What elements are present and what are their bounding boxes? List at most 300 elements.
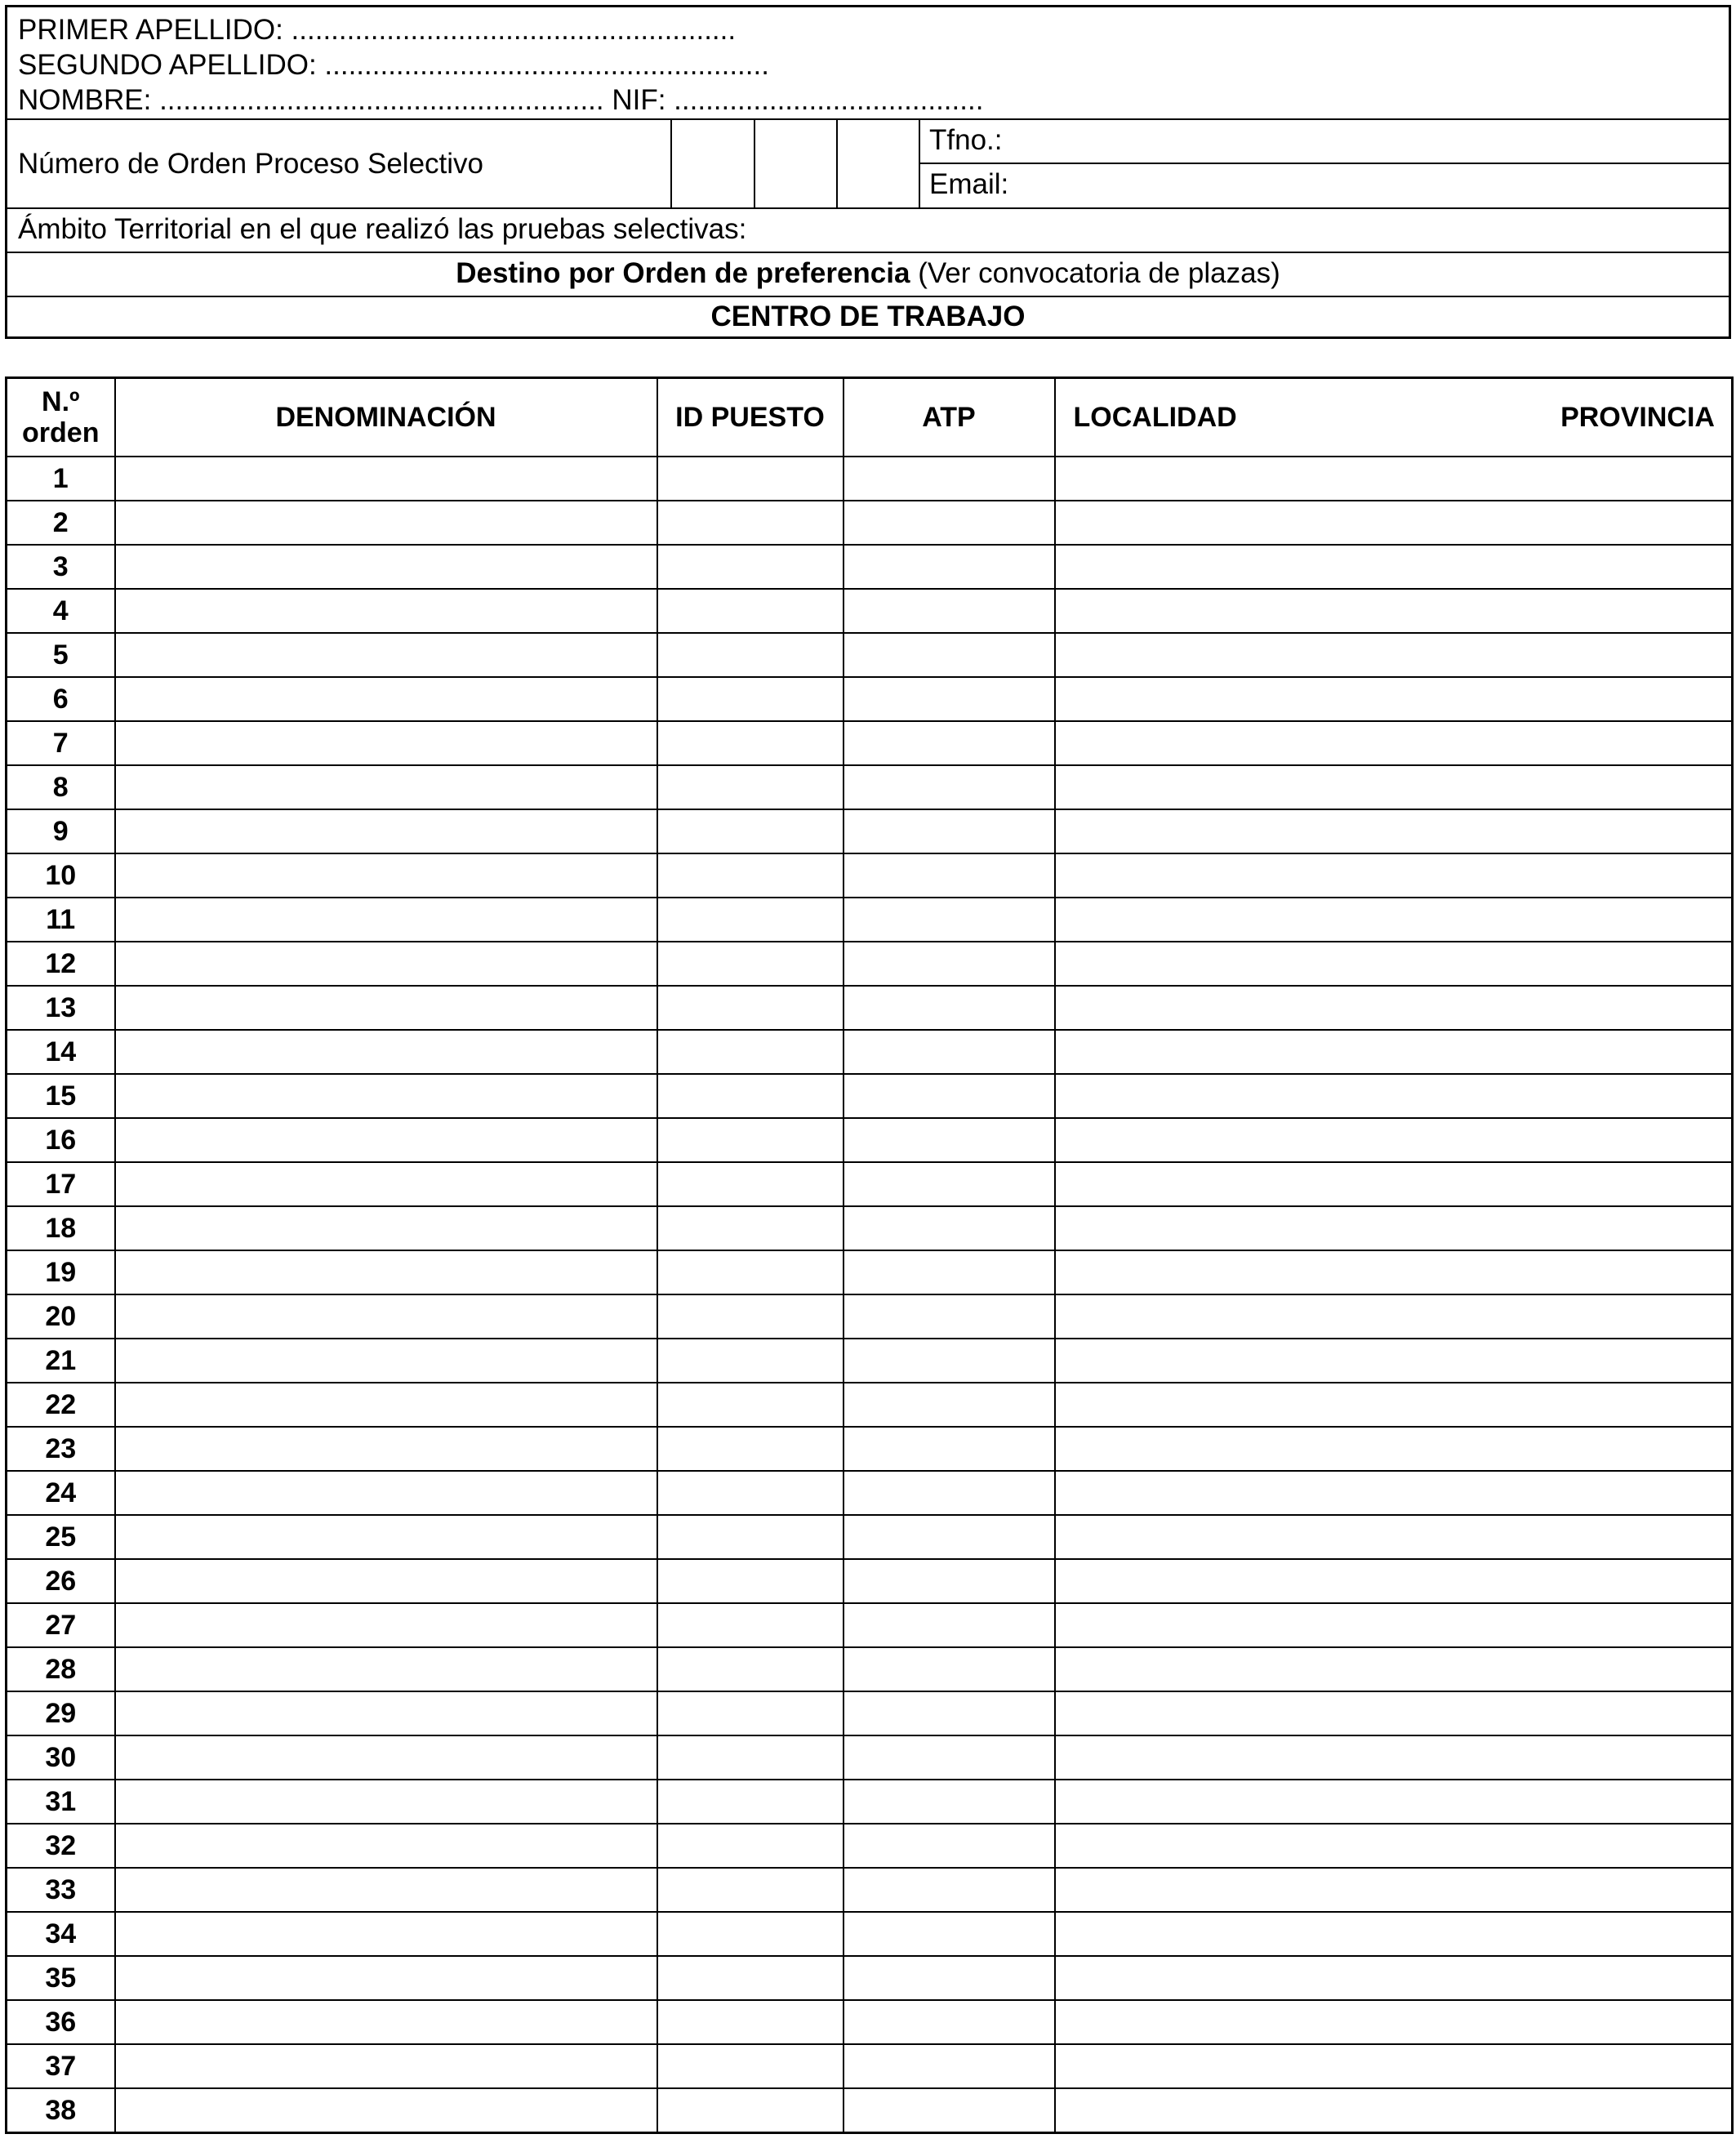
table-row	[7, 1074, 1733, 1118]
atp-cell[interactable]	[844, 545, 1055, 589]
denominacion-cell[interactable]	[115, 898, 657, 942]
provincia-cell[interactable]	[1520, 2088, 1733, 2133]
destino-heading-bold: Destino por Orden de preferencia	[456, 257, 910, 289]
table-row	[7, 1427, 1733, 1471]
applicant-info-form	[5, 5, 1731, 339]
denominacion-cell[interactable]	[115, 986, 657, 1030]
denominacion-cell[interactable]	[115, 1030, 657, 1074]
divider	[670, 119, 672, 207]
table-row	[7, 1294, 1733, 1339]
denominacion-cell[interactable]	[115, 1603, 657, 1647]
id-puesto-cell[interactable]	[657, 721, 844, 765]
provincia-cell[interactable]	[1520, 677, 1733, 721]
atp-cell[interactable]	[844, 942, 1055, 986]
id-puesto-cell[interactable]	[657, 1074, 844, 1118]
atp-cell[interactable]	[844, 2000, 1055, 2044]
provincia-cell[interactable]	[1520, 1250, 1733, 1294]
table-row	[7, 1030, 1733, 1074]
provincia-cell[interactable]	[1520, 2044, 1733, 2088]
provincia-cell[interactable]	[1520, 1030, 1733, 1074]
numero-orden-box-1[interactable]	[674, 122, 752, 207]
row-number: 28	[7, 1647, 115, 1691]
denominacion-cell[interactable]	[115, 457, 657, 501]
atp-cell[interactable]	[844, 1294, 1055, 1339]
denominacion-cell[interactable]	[115, 1383, 657, 1427]
id-puesto-cell[interactable]	[657, 1250, 844, 1294]
provincia-cell[interactable]	[1520, 898, 1733, 942]
localidad-cell[interactable]	[1055, 1559, 1520, 1603]
numero-orden-label: Número de Orden Proceso Selectivo	[18, 148, 483, 180]
orden-header-line1: N.º	[42, 386, 80, 417]
id-puesto-cell[interactable]	[657, 677, 844, 721]
atp-cell[interactable]	[844, 1868, 1055, 1912]
localidad-cell[interactable]	[1055, 1956, 1520, 2000]
row-number: 32	[7, 1824, 115, 1868]
divider	[754, 119, 755, 207]
id-puesto-cell[interactable]	[657, 501, 844, 545]
provincia-cell[interactable]	[1520, 1118, 1733, 1162]
atp-cell[interactable]	[844, 986, 1055, 1030]
id-puesto-cell[interactable]	[657, 1647, 844, 1691]
row-number: 8	[7, 765, 115, 809]
id-puesto-cell[interactable]	[657, 1206, 844, 1250]
localidad-cell[interactable]	[1055, 721, 1520, 765]
denominacion-cell[interactable]	[115, 1868, 657, 1912]
divider	[7, 207, 1729, 209]
localidad-cell[interactable]	[1055, 501, 1520, 545]
table-row	[7, 853, 1733, 898]
table-row	[7, 589, 1733, 633]
provincia-cell[interactable]	[1520, 1780, 1733, 1824]
column-header-id-puesto: ID PUESTO	[657, 378, 844, 457]
table-row	[7, 2044, 1733, 2088]
localidad-cell[interactable]	[1055, 2088, 1520, 2133]
row-number: 5	[7, 633, 115, 677]
id-puesto-cell[interactable]	[657, 1956, 844, 2000]
row-number: 29	[7, 1691, 115, 1735]
localidad-cell[interactable]	[1055, 1691, 1520, 1735]
provincia-cell[interactable]	[1520, 809, 1733, 853]
table-row	[7, 1735, 1733, 1780]
atp-cell[interactable]	[844, 1912, 1055, 1956]
table-row	[7, 1780, 1733, 1824]
orden-header-line2: orden	[22, 417, 100, 448]
localidad-cell[interactable]	[1055, 1074, 1520, 1118]
localidad-cell[interactable]	[1055, 1868, 1520, 1912]
localidad-cell[interactable]	[1055, 1383, 1520, 1427]
row-number: 37	[7, 2044, 115, 2088]
id-puesto-cell[interactable]	[657, 1559, 844, 1603]
localidad-cell[interactable]	[1055, 1206, 1520, 1250]
destino-heading-note: (Ver convocatoria de plazas)	[910, 257, 1280, 289]
denominacion-cell[interactable]	[115, 1471, 657, 1515]
id-puesto-cell[interactable]	[657, 809, 844, 853]
table-row	[7, 457, 1733, 501]
localidad-cell[interactable]	[1055, 589, 1520, 633]
localidad-cell[interactable]	[1055, 809, 1520, 853]
id-puesto-cell[interactable]	[657, 1824, 844, 1868]
divider	[7, 252, 1729, 253]
table-row	[7, 1559, 1733, 1603]
row-number: 4	[7, 589, 115, 633]
telefono-field[interactable]: Tfno.:	[929, 124, 1003, 156]
id-puesto-cell[interactable]	[657, 1030, 844, 1074]
preference-table	[5, 376, 1734, 2134]
provincia-cell[interactable]	[1520, 1868, 1733, 1912]
table-row	[7, 633, 1733, 677]
row-number: 9	[7, 809, 115, 853]
table-row	[7, 677, 1733, 721]
id-puesto-cell[interactable]	[657, 589, 844, 633]
numero-orden-box-3[interactable]	[839, 122, 917, 207]
denominacion-cell[interactable]	[115, 1824, 657, 1868]
id-puesto-cell[interactable]	[657, 986, 844, 1030]
row-number: 33	[7, 1868, 115, 1912]
provincia-cell[interactable]	[1520, 1691, 1733, 1735]
id-puesto-cell[interactable]	[657, 1162, 844, 1206]
table-row	[7, 545, 1733, 589]
denominacion-cell[interactable]	[115, 501, 657, 545]
table-row	[7, 2000, 1733, 2044]
table-row	[7, 1515, 1733, 1559]
row-number: 2	[7, 501, 115, 545]
row-number: 27	[7, 1603, 115, 1647]
provincia-cell[interactable]	[1520, 765, 1733, 809]
row-number: 31	[7, 1780, 115, 1824]
row-number: 26	[7, 1559, 115, 1603]
provincia-cell[interactable]	[1520, 1824, 1733, 1868]
row-number: 30	[7, 1735, 115, 1780]
table-row	[7, 1250, 1733, 1294]
row-number: 36	[7, 2000, 115, 2044]
id-puesto-cell[interactable]	[657, 545, 844, 589]
table-header-row	[7, 378, 1733, 457]
denominacion-cell[interactable]	[115, 1780, 657, 1824]
row-number: 6	[7, 677, 115, 721]
atp-cell[interactable]	[844, 1647, 1055, 1691]
id-puesto-cell[interactable]	[657, 1780, 844, 1824]
atp-cell[interactable]	[844, 2088, 1055, 2133]
id-puesto-cell[interactable]	[657, 853, 844, 898]
atp-cell[interactable]	[844, 853, 1055, 898]
localidad-cell[interactable]	[1055, 1515, 1520, 1559]
atp-cell[interactable]	[844, 1074, 1055, 1118]
row-number: 7	[7, 721, 115, 765]
atp-cell[interactable]	[844, 1162, 1055, 1206]
table-row	[7, 501, 1733, 545]
denominacion-cell[interactable]	[115, 2044, 657, 2088]
table-row	[7, 809, 1733, 853]
nombre-nif-field[interactable]: NOMBRE: ........................................................ NIF: .......................................	[18, 84, 984, 116]
localidad-cell[interactable]	[1055, 457, 1520, 501]
id-puesto-cell[interactable]	[657, 1471, 844, 1515]
localidad-cell[interactable]	[1055, 1339, 1520, 1383]
denominacion-cell[interactable]	[115, 1735, 657, 1780]
table-body	[7, 457, 1733, 2133]
denominacion-cell[interactable]	[115, 1162, 657, 1206]
provincia-cell[interactable]	[1520, 1735, 1733, 1780]
id-puesto-cell[interactable]	[657, 1427, 844, 1471]
atp-cell[interactable]	[844, 765, 1055, 809]
atp-cell[interactable]	[844, 898, 1055, 942]
localidad-cell[interactable]	[1055, 942, 1520, 986]
atp-cell[interactable]	[844, 1030, 1055, 1074]
primer-apellido-field[interactable]: PRIMER APELLIDO: ........................................................	[18, 14, 737, 46]
localidad-cell[interactable]	[1055, 2000, 1520, 2044]
id-puesto-cell[interactable]	[657, 942, 844, 986]
row-number: 12	[7, 942, 115, 986]
provincia-cell[interactable]	[1520, 589, 1733, 633]
localidad-cell[interactable]	[1055, 1824, 1520, 1868]
id-puesto-cell[interactable]	[657, 1118, 844, 1162]
provincia-cell[interactable]	[1520, 1559, 1733, 1603]
id-puesto-cell[interactable]	[657, 1912, 844, 1956]
provincia-cell[interactable]	[1520, 721, 1733, 765]
denominacion-cell[interactable]	[115, 809, 657, 853]
table-row	[7, 1956, 1733, 2000]
denominacion-cell[interactable]	[115, 765, 657, 809]
denominacion-cell[interactable]	[115, 1956, 657, 2000]
denominacion-cell[interactable]	[115, 677, 657, 721]
provincia-cell[interactable]	[1520, 1515, 1733, 1559]
row-number: 19	[7, 1250, 115, 1294]
id-puesto-cell[interactable]	[657, 1339, 844, 1383]
atp-cell[interactable]	[844, 1339, 1055, 1383]
id-puesto-cell[interactable]	[657, 457, 844, 501]
ambito-territorial-field[interactable]: Ámbito Territorial en el que realizó las pruebas selectivas:	[18, 213, 747, 245]
atp-cell[interactable]	[844, 1118, 1055, 1162]
denominacion-cell[interactable]	[115, 853, 657, 898]
destino-heading	[7, 257, 1729, 290]
denominacion-cell[interactable]	[115, 1250, 657, 1294]
provincia-cell[interactable]	[1520, 1956, 1733, 2000]
row-number: 1	[7, 457, 115, 501]
atp-cell[interactable]	[844, 1735, 1055, 1780]
provincia-cell[interactable]	[1520, 1074, 1733, 1118]
localidad-cell[interactable]	[1055, 1030, 1520, 1074]
column-header-orden	[7, 378, 115, 457]
table-row	[7, 1206, 1733, 1250]
atp-cell[interactable]	[844, 1603, 1055, 1647]
row-number: 17	[7, 1162, 115, 1206]
id-puesto-cell[interactable]	[657, 2000, 844, 2044]
denominacion-cell[interactable]	[115, 633, 657, 677]
id-puesto-cell[interactable]	[657, 1691, 844, 1735]
row-number: 38	[7, 2088, 115, 2133]
centro-trabajo-heading: CENTRO DE TRABAJO	[710, 301, 1026, 332]
column-header-denominacion: DENOMINACIÓN	[115, 378, 657, 457]
localidad-cell[interactable]	[1055, 1912, 1520, 1956]
atp-cell[interactable]	[844, 1250, 1055, 1294]
denominacion-cell[interactable]	[115, 2000, 657, 2044]
column-header-atp: ATP	[844, 378, 1055, 457]
denominacion-cell[interactable]	[115, 545, 657, 589]
row-number: 14	[7, 1030, 115, 1074]
atp-cell[interactable]	[844, 809, 1055, 853]
row-number: 34	[7, 1912, 115, 1956]
localidad-cell[interactable]	[1055, 1471, 1520, 1515]
id-puesto-cell[interactable]	[657, 1294, 844, 1339]
localidad-cell[interactable]	[1055, 898, 1520, 942]
id-puesto-cell[interactable]	[657, 2044, 844, 2088]
divider	[836, 119, 838, 207]
table-row	[7, 1383, 1733, 1427]
table-row	[7, 721, 1733, 765]
row-number: 24	[7, 1471, 115, 1515]
atp-cell[interactable]	[844, 1780, 1055, 1824]
provincia-cell[interactable]	[1520, 457, 1733, 501]
denominacion-cell[interactable]	[115, 721, 657, 765]
denominacion-cell[interactable]	[115, 1294, 657, 1339]
atp-cell[interactable]	[844, 501, 1055, 545]
id-puesto-cell[interactable]	[657, 1868, 844, 1912]
denominacion-cell[interactable]	[115, 942, 657, 986]
localidad-cell[interactable]	[1055, 1427, 1520, 1471]
table-row	[7, 1339, 1733, 1383]
localidad-cell[interactable]	[1055, 1118, 1520, 1162]
row-number: 3	[7, 545, 115, 589]
atp-cell[interactable]	[844, 1559, 1055, 1603]
provincia-cell[interactable]	[1520, 853, 1733, 898]
provincia-cell[interactable]	[1520, 986, 1733, 1030]
table-row	[7, 1118, 1733, 1162]
atp-cell[interactable]	[844, 589, 1055, 633]
denominacion-cell[interactable]	[115, 1074, 657, 1118]
table-row	[7, 1647, 1733, 1691]
denominacion-cell[interactable]	[115, 2088, 657, 2133]
table-row	[7, 1691, 1733, 1735]
id-puesto-cell[interactable]	[657, 765, 844, 809]
table-row	[7, 1868, 1733, 1912]
localidad-cell[interactable]	[1055, 1250, 1520, 1294]
denominacion-cell[interactable]	[115, 1427, 657, 1471]
id-puesto-cell[interactable]	[657, 1735, 844, 1780]
provincia-cell[interactable]	[1520, 1294, 1733, 1339]
row-number: 21	[7, 1339, 115, 1383]
atp-cell[interactable]	[844, 633, 1055, 677]
denominacion-cell[interactable]	[115, 1206, 657, 1250]
table-row	[7, 942, 1733, 986]
localidad-cell[interactable]	[1055, 1162, 1520, 1206]
email-field[interactable]: Email:	[929, 168, 1009, 200]
divider	[919, 163, 1729, 164]
localidad-cell[interactable]	[1055, 1294, 1520, 1339]
row-number: 10	[7, 853, 115, 898]
atp-cell[interactable]	[844, 1383, 1055, 1427]
table-row	[7, 1471, 1733, 1515]
id-puesto-cell[interactable]	[657, 2088, 844, 2133]
localidad-cell[interactable]	[1055, 1780, 1520, 1824]
provincia-cell[interactable]	[1520, 1603, 1733, 1647]
provincia-cell[interactable]	[1520, 1912, 1733, 1956]
localidad-cell[interactable]	[1055, 2044, 1520, 2088]
provincia-cell[interactable]	[1520, 2000, 1733, 2044]
provincia-cell[interactable]	[1520, 545, 1733, 589]
localidad-cell[interactable]	[1055, 1603, 1520, 1647]
localidad-cell[interactable]	[1055, 853, 1520, 898]
localidad-cell[interactable]	[1055, 1735, 1520, 1780]
localidad-cell[interactable]	[1055, 1647, 1520, 1691]
provincia-cell[interactable]	[1520, 1647, 1733, 1691]
atp-cell[interactable]	[844, 721, 1055, 765]
provincia-cell[interactable]	[1520, 1339, 1733, 1383]
atp-cell[interactable]	[844, 1515, 1055, 1559]
id-puesto-cell[interactable]	[657, 898, 844, 942]
table-row	[7, 1912, 1733, 1956]
divider	[7, 118, 1729, 120]
id-puesto-cell[interactable]	[657, 633, 844, 677]
atp-cell[interactable]	[844, 457, 1055, 501]
row-number: 20	[7, 1294, 115, 1339]
row-number: 15	[7, 1074, 115, 1118]
row-number: 18	[7, 1206, 115, 1250]
provincia-cell[interactable]	[1520, 1427, 1733, 1471]
provincia-cell[interactable]	[1520, 1383, 1733, 1427]
localidad-cell[interactable]	[1055, 677, 1520, 721]
denominacion-cell[interactable]	[115, 1118, 657, 1162]
provincia-cell[interactable]	[1520, 501, 1733, 545]
atp-cell[interactable]	[844, 1427, 1055, 1471]
provincia-cell[interactable]	[1520, 942, 1733, 986]
denominacion-cell[interactable]	[115, 1647, 657, 1691]
row-number: 25	[7, 1515, 115, 1559]
denominacion-cell[interactable]	[115, 1912, 657, 1956]
row-number: 35	[7, 1956, 115, 2000]
atp-cell[interactable]	[844, 1824, 1055, 1868]
atp-cell[interactable]	[844, 1691, 1055, 1735]
table-row	[7, 1603, 1733, 1647]
table-row	[7, 1824, 1733, 1868]
row-number: 23	[7, 1427, 115, 1471]
table-row	[7, 765, 1733, 809]
row-number: 16	[7, 1118, 115, 1162]
column-header-provincia: PROVINCIA	[1520, 378, 1733, 457]
denominacion-cell[interactable]	[115, 1559, 657, 1603]
atp-cell[interactable]	[844, 2044, 1055, 2088]
denominacion-cell[interactable]	[115, 1691, 657, 1735]
localidad-cell[interactable]	[1055, 986, 1520, 1030]
table-row	[7, 2088, 1733, 2133]
provincia-cell[interactable]	[1520, 633, 1733, 677]
atp-cell[interactable]	[844, 1471, 1055, 1515]
id-puesto-cell[interactable]	[657, 1515, 844, 1559]
denominacion-cell[interactable]	[115, 1515, 657, 1559]
id-puesto-cell[interactable]	[657, 1603, 844, 1647]
provincia-cell[interactable]	[1520, 1206, 1733, 1250]
table-row	[7, 1162, 1733, 1206]
localidad-cell[interactable]	[1055, 545, 1520, 589]
atp-cell[interactable]	[844, 1206, 1055, 1250]
provincia-cell[interactable]	[1520, 1471, 1733, 1515]
provincia-cell[interactable]	[1520, 1162, 1733, 1206]
denominacion-cell[interactable]	[115, 589, 657, 633]
atp-cell[interactable]	[844, 677, 1055, 721]
denominacion-cell[interactable]	[115, 1339, 657, 1383]
row-number: 11	[7, 898, 115, 942]
table-row	[7, 898, 1733, 942]
divider	[7, 296, 1729, 297]
column-header-localidad: LOCALIDAD	[1055, 378, 1520, 457]
row-number: 22	[7, 1383, 115, 1427]
localidad-cell[interactable]	[1055, 765, 1520, 809]
localidad-cell[interactable]	[1055, 633, 1520, 677]
numero-orden-box-2[interactable]	[757, 122, 835, 207]
row-number: 13	[7, 986, 115, 1030]
segundo-apellido-field[interactable]: SEGUNDO APELLIDO: ........................................................	[18, 49, 769, 81]
id-puesto-cell[interactable]	[657, 1383, 844, 1427]
atp-cell[interactable]	[844, 1956, 1055, 2000]
table-row	[7, 986, 1733, 1030]
